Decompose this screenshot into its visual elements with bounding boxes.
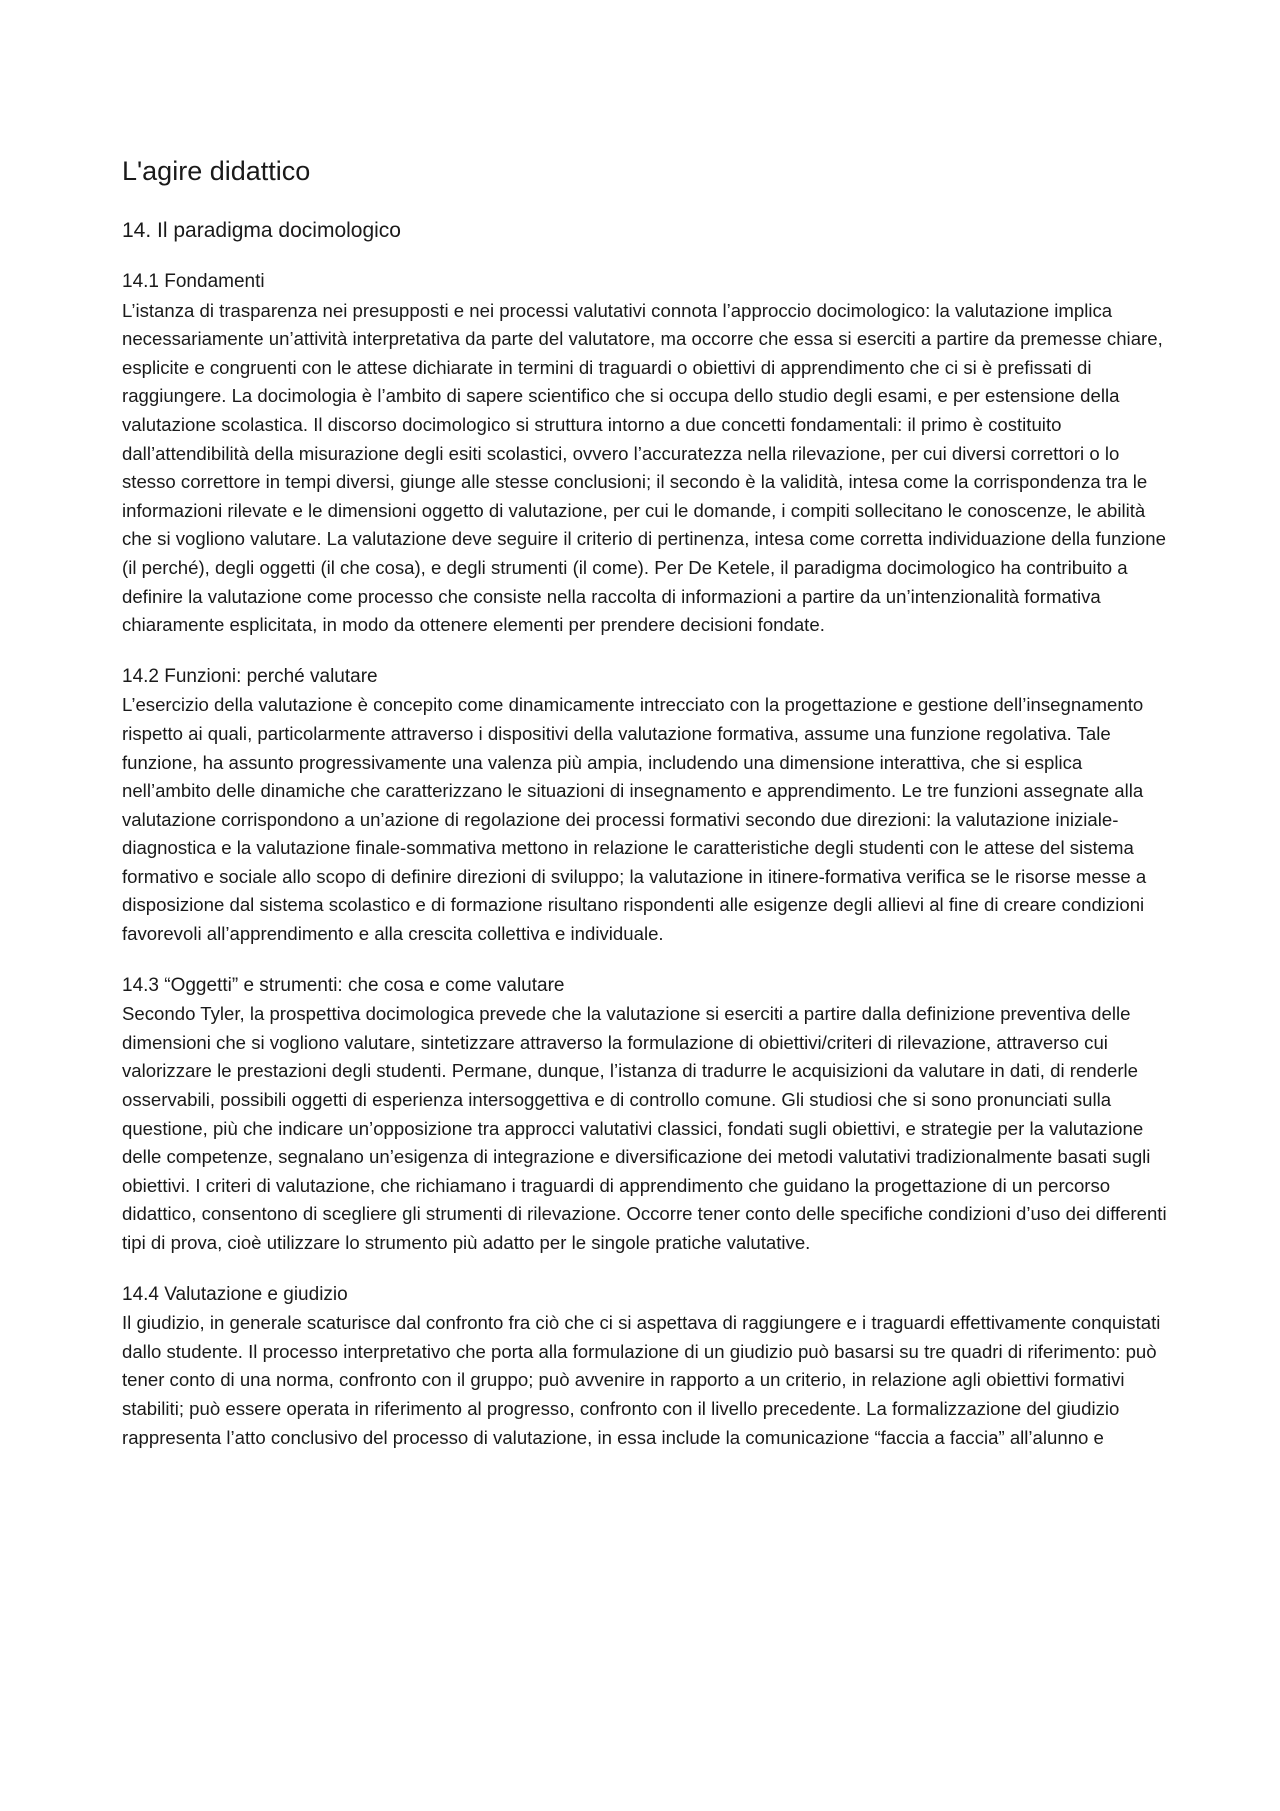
section-heading: 14.1 Fondamenti (122, 271, 265, 292)
document-title: L'agire didattico (122, 156, 311, 186)
section-heading: 14.4 Valutazione e giudizio (122, 1283, 348, 1305)
section-valutazione-giudizio (122, 1281, 1172, 1453)
section-heading: 14.3 “Oggetti” e strumenti: che cosa e come valutare (122, 974, 565, 996)
document-page (122, 152, 1172, 1475)
section-body: L’istanza di trasparenza nei presupposti e nei processi valutativi connota l’approccio docimologico: la valutazione implica necessariamente un’attività interpretativa da parte del valutatore, ma occorre che essa si eserciti a partire da premesse chiare, esplicite e congruenti con le attese dichiarate in termini di traguardi o obiettivi di apprendimento che ci si è prefissati di raggiungere. La docimologia è l’ambito di sapere scientifico che si occupa dello studio degli esami, e per estensione della valutazione scolastica. Il discorso docimologico si struttura intorno a due concetti fondamentali: il primo è costituito dall’attendibilità della misurazione degli esiti scolastici, ovvero l’accuratezza nella rilevazione, per cui diversi correttori o lo stesso correttore in tempi diversi, giunge alle stesse conclusioni; il secondo è la validità, intesa come la corrispondenza tra le informazioni rilevate e le dimensioni oggetto di valutazione, per cui le domande, i compiti sollecitano le conoscenze, le abilità che si vogliono valutare. La valutazione deve seguire il criterio di pertinenza, intesa come corretta individuazione della funzione (il perché), degli oggetti (il che cosa), e degli strumenti (il come). Per De Ketele, il paradigma docimologico ha contribuito a definire la valutazione come processo che consiste nella raccolta di informazioni a partire da un’intenzionalità formativa chiaramente esplicitata, in modo da ottenere elementi per prendere decisioni fondate. (122, 299, 1166, 636)
chapter-title: 14. Il paradigma docimologico (122, 219, 401, 242)
section-body: Il giudizio, in generale scaturisce dal confronto fra ciò che ci si aspettava di raggiungere e i traguardi effettivamente conquistati dallo studente. Il processo interpretativo che porta alla formulazione di un giudizio può basarsi su tre quadri di riferimento: può tener conto di una norma, confronto con il gruppo; può avvenire in rapporto a un criterio, in relazione agli obiettivi formativi stabiliti; può essere operata in riferimento al progresso, confronto con il livello precedente. La formalizzazione del giudizio rappresenta l’atto conclusivo del processo di valutazione, in essa include la comunicazione “faccia a faccia” all’alunno e (122, 1312, 1161, 1448)
section-funzioni (122, 663, 1172, 949)
section-heading: 14.2 Funzioni: perché valutare (122, 665, 378, 687)
section-body: Secondo Tyler, la prospettiva docimologica prevede che la valutazione si eserciti a partire dalla definizione preventiva delle dimensioni che si vogliono valutare, sintetizzare attraverso la formulazione di obiettivi/criteri di rilevazione, attraverso cui valorizzare le prestazioni degli studenti. Permane, dunque, l’istanza di tradurre le acquisizioni da valutare in dati, di renderle osservabili, possibili oggetti di esperienza intersoggettiva e di controllo comune. Gli studiosi che si sono pronunciati sulla questione, più che indicare un’opposizione tra approcci valutativi classici, fondati sugli obiettivi, e strategie per la valutazione delle competenze, segnalano un’esigenza di integrazione e diversificazione dei metodi valutativi tradizionalmente basati sugli obiettivi. I criteri di valutazione, che richiamano i traguardi di apprendimento che guidano la progettazione di un percorso didattico, consentono di scegliere gli strumenti di rilevazione. Occorre tener conto delle specifiche condizioni d’uso dei differenti tipi di prova, cioè utilizzare lo strumento più adatto per le singole pratiche valutative. (122, 1003, 1167, 1253)
section-fondamenti (122, 268, 1172, 640)
section-oggetti-strumenti (122, 972, 1172, 1258)
section-body: L’esercizio della valutazione è concepito come dinamicamente intrecciato con la progettazione e gestione dell’insegnamento rispetto ai quali, particolarmente attraverso i dispositivi della valutazione formativa, assume una funzione regolativa. Tale funzione, ha assunto progressivamente una valenza più ampia, includendo una dimensione interattiva, che si esplica nell’ambito delle dinamiche che caratterizzano le situazioni di insegnamento e apprendimento. Le tre funzioni assegnate alla valutazione corrispondono a un’azione di regolazione dei processi formativi secondo due direzioni: la valutazione iniziale-diagnostica e la valutazione finale-sommativa mettono in relazione le caratteristiche degli studenti con le attese del sistema formativo e sociale allo scopo di definire direzioni di sviluppo; la valutazione in itinere-formativa verifica se le risorse messe a disposizione dal sistema scolastico e di formazione risultano rispondenti alle esigenze degli allievi al fine di creare condizioni favorevoli all’apprendimento e alla crescita collettiva e individuale. (122, 694, 1147, 945)
